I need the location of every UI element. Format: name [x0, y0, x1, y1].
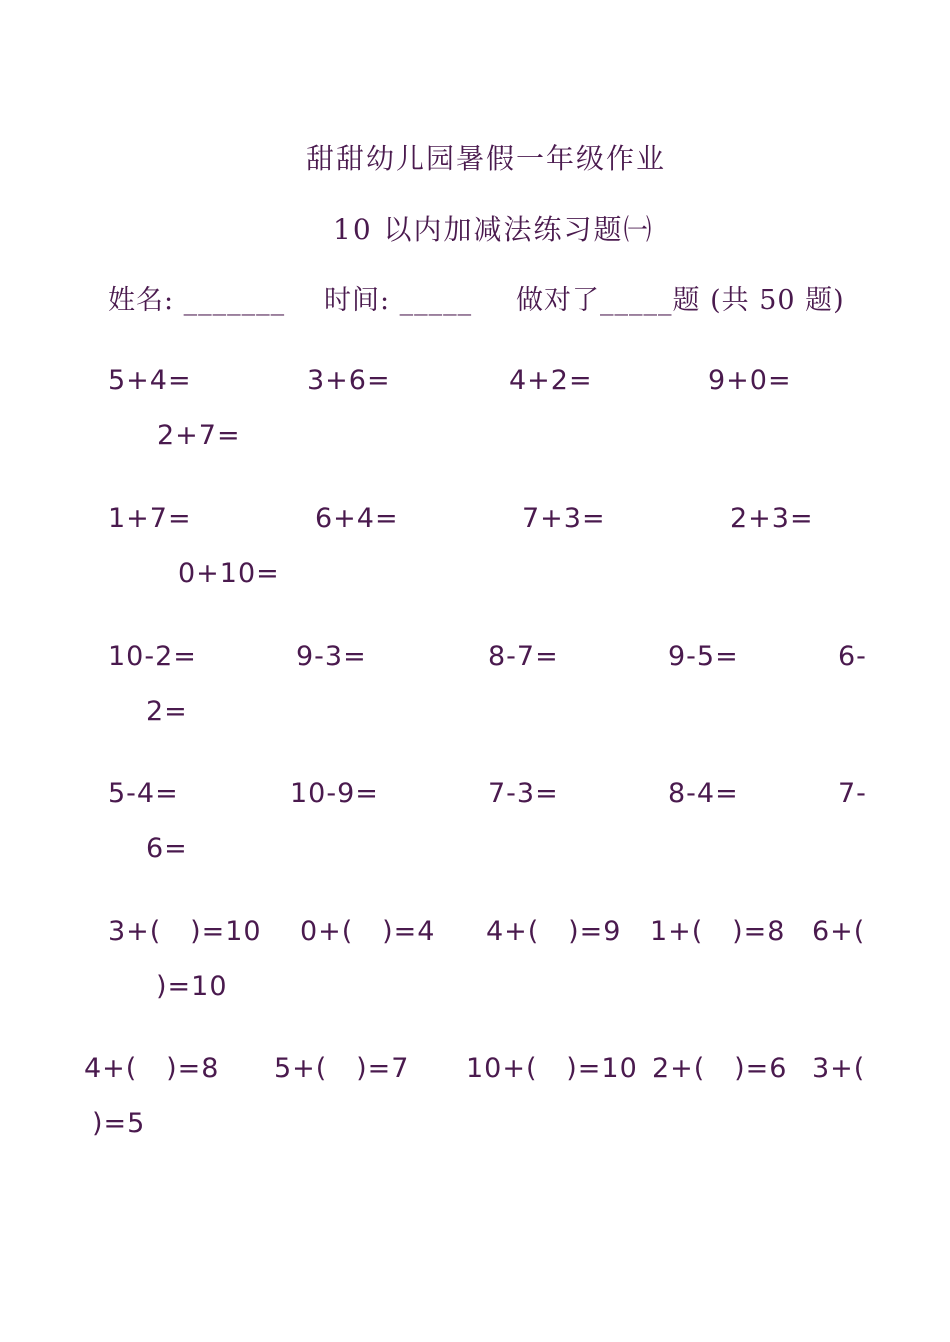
problem: 2+( )=6: [652, 1053, 788, 1084]
problem: 4+2=: [509, 365, 593, 396]
problem: 1+( )=8: [650, 916, 786, 947]
problem: )=10: [156, 971, 228, 1002]
problem: 5+( )=7: [274, 1053, 410, 1084]
problem: 4+( )=9: [486, 916, 622, 947]
problem: 5-4=: [108, 778, 179, 809]
problem: 10+( )=10: [466, 1053, 638, 1084]
problem: 7-: [838, 778, 867, 809]
problem: 7-3=: [488, 778, 559, 809]
problem: 9-5=: [668, 641, 739, 672]
problem: 10-2=: [108, 641, 197, 672]
problem: 9-3=: [296, 641, 367, 672]
problem: )=5: [92, 1108, 146, 1139]
problem: 6+4=: [315, 503, 399, 534]
name-field-label: 姓名: _______: [108, 285, 286, 316]
time-field-label: 时间: _____: [324, 285, 473, 316]
problem: 0+( )=4: [300, 916, 436, 947]
problem: 6-: [838, 641, 867, 672]
problem: 6+(: [812, 916, 866, 947]
page-title: 甜甜幼儿园暑假一年级作业: [306, 142, 667, 175]
problem: 2+3=: [730, 503, 814, 534]
page-subtitle: 10 以内加减法练习题㈠: [333, 213, 654, 246]
problem: 6=: [146, 833, 188, 864]
problem: 1+7=: [108, 503, 192, 534]
problem: 3+(: [812, 1053, 866, 1084]
problem: 4+( )=8: [84, 1053, 220, 1084]
problem: 0+10=: [178, 558, 280, 589]
problem: 3+6=: [307, 365, 391, 396]
problem: 3+( )=10: [108, 916, 262, 947]
problem: 9+0=: [708, 365, 792, 396]
problem: 10-9=: [290, 778, 379, 809]
problem: 7+3=: [522, 503, 606, 534]
score-field-label: 做对了_____题 (共 50 题): [516, 285, 845, 316]
problem: 8-7=: [488, 641, 559, 672]
problem: 5+4=: [108, 365, 192, 396]
problem: 8-4=: [668, 778, 739, 809]
problem: 2+7=: [157, 420, 241, 451]
problem: 2=: [146, 696, 188, 727]
